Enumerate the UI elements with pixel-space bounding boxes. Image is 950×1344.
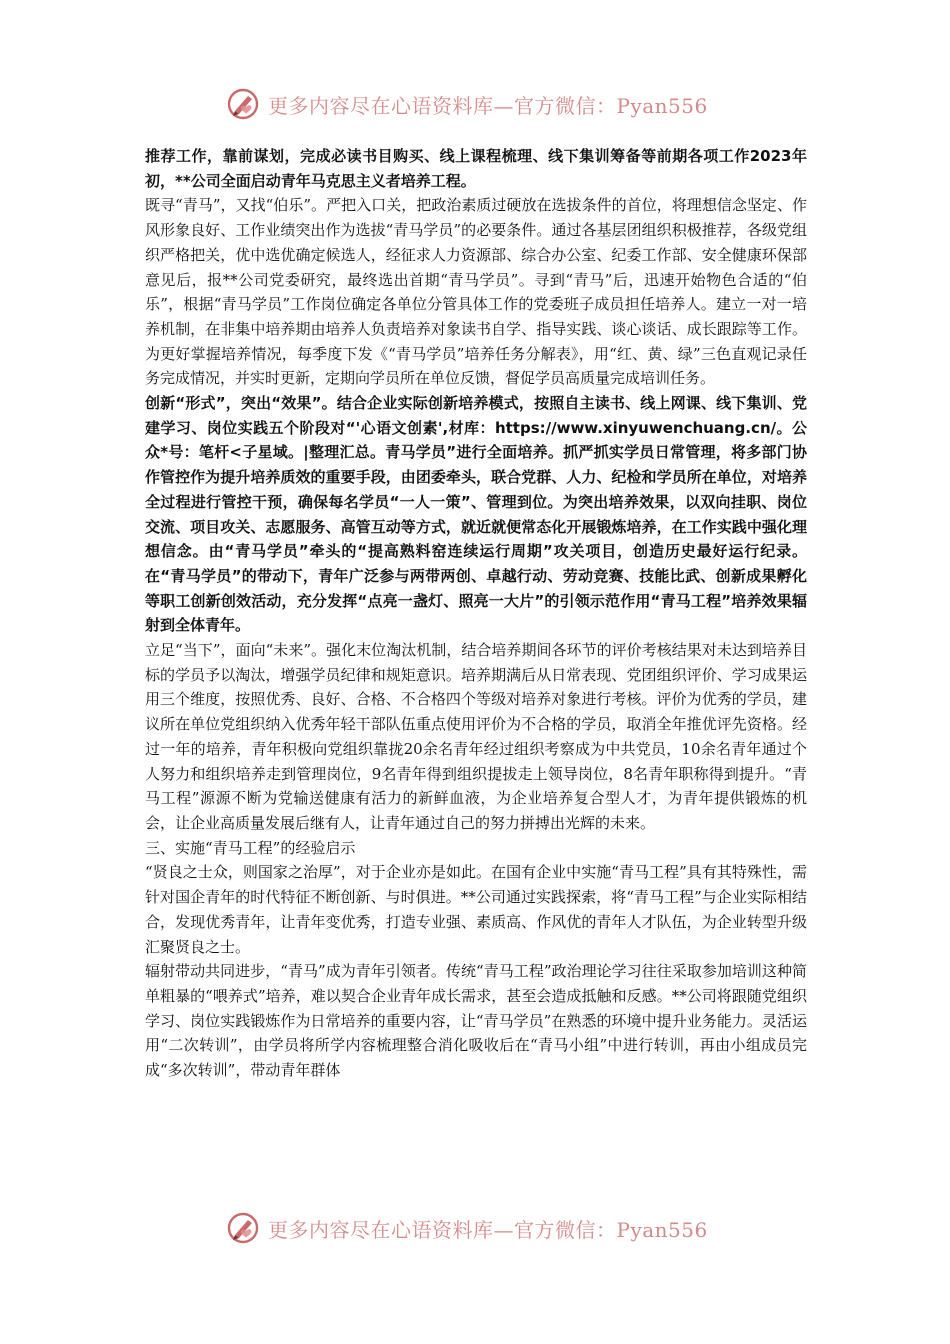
header-banner [226,84,708,124]
pen-heart-logo-icon [226,87,260,121]
section-heading-3: 三、实施“青马工程”的经验启示 [145,838,356,857]
pen-heart-logo-icon [226,1211,260,1245]
paragraph-6: 辐射带动共同进步，“青马”成为青年引领者。传统“青马工程”政治理论学习往往采取参加培训这种简单粗暴的“喂养式”培养，难以契合企业青年成长需求，甚至会造成抵触和反感。**公司将跟随党组织学习、岗位实践锻炼作为日常培养的重要内容，让“青马学员”在熟悉的环境中提升业务能力。灵活运用“二次转训”，由学员将所学内容梳理整合消化吸收后在“青马小组”中进行转训，再由小组成员完成“多次转训”，带动青年群体 [145,962,807,1080]
paragraph-4: 立足“当下”，面向“未来”。强化末位淘汰机制，结合培养期间各环节的评价考核结果对未达到培养目标的学员予以淘汰，增强学员纪律和规矩意识。培养期满后从日常表现、党团组织评价、学习成果运用三个维度，按照优秀、良好、合格、不合格四个等级对培养对象进行考核。评价为优秀的学员，建议所在单位党组织纳入优秀年轻干部队伍重点使用评价为不合格的学员，取消全年推优评先资格。经过一年的培养，青年积极向党组织靠拢20余名青年经过组织考察成为中共党员，10余名青年通过个人努力和组织培养走到管理岗位，9名青年得到组织提拔走上领导岗位，8名青年职称得到提升。“青马工程”源源不断为党输送健康有活力的新鲜血液，为企业培养复合型人才，为青年提供锻炼的机会，让企业高质量发展后继有人，让青年通过自己的努力拼搏出光辉的未来。 [145,641,807,832]
footer-banner [226,1208,708,1248]
banner-text: 更多内容尽在心语资料库—官方微信：Pyan556 [268,93,708,118]
paragraph-2: 既寻“青马”，又找“伯乐”。严把入口关，把政治素质过硬放在选拔条件的首位，将理想信念坚定、作风形象良好、工作业绩突出作为选拔“青马学员”的必要条件。通过各基层团组织积极推荐，各级党组织严格把关，优中选优确定候选人，经征求人力资源部、综合办公室、纪委工作部、安全健康环保部意见后，报**公司党委研究，最终选出首期“青马学员”。寻到“青马”后，迅速开始物色合适的“伯乐”，根据“青马学员”工作岗位确定各单位分管具体工作的党委班子成员担任培养人。建立一对一培养机制，在非集中培养期由培养人负责培养对象读书自学、指导实践、谈心谈话、成长跟踪等工作。为更好掌握培养情况，每季度下发《“青马学员”培养任务分解表》，用“红、黄、绿”三色直观记录任务完成情况，并实时更新，定期向学员所在单位反馈，督促学员高质量完成培训任务。 [145,196,807,388]
paragraph-5: “贤良之士众，则国家之治厚”，对于企业亦是如此。在国有企业中实施“青马工程”具有其特殊性，需针对国企青年的时代特征不断创新、与时俱进。**公司通过实践探索，将“青马工程”与企业实际相结合，发现优秀青年，让青年变优秀，打造专业强、素质高、作风优的青年人才队伍，为企业转型升级汇聚贤良之士。 [145,863,807,956]
paragraph-1: 推荐工作，靠前谋划，完成必读书目购买、线上课程梳理、线下集训筹备等前期各项工作2023年初，**公司全面启动青年马克思主义者培养工程。 [145,147,807,190]
document-body [145,144,807,1083]
banner-text: 更多内容尽在心语资料库—官方微信：Pyan556 [268,1217,708,1242]
paragraph-3: 创新“形式”，突出“效果”。结合企业实际创新培养模式，按照自主读书、线上网课、线下集训、党建学习、岗位实践五个阶段对“'心语文创素',材库：https://www.xinyuwenchuang.cn/。公众*号：笔杆<子星域。|整理汇总。青马学员”进行全面培养。抓严抓实学员日常管理，将多部门协作管控作为提升培养质效的重要手段，由团委牵头，联合党群、人力、纪检和学员所在单位，对培养全过程进行管控干预，确保每名学员“一人一策”、管理到位。为突出培养效果，以双向挂职、岗位交流、项目攻关、志愿服务、高管互动等方式，就近就便常态化开展锻炼培养，在工作实践中强化理想信念。由“青马学员”牵头的“提高熟料窑连续运行周期”攻关项目，创造历史最好运行纪录。在“青马学员”的带动下，青年广泛参与两带两创、卓越行动、劳动竞赛、技能比武、创新成果孵化等职工创新创效活动，充分发挥“点亮一盏灯、照亮一大片”的引领示范作用“青马工程”培养效果辐射到全体青年。 [145,394,807,635]
